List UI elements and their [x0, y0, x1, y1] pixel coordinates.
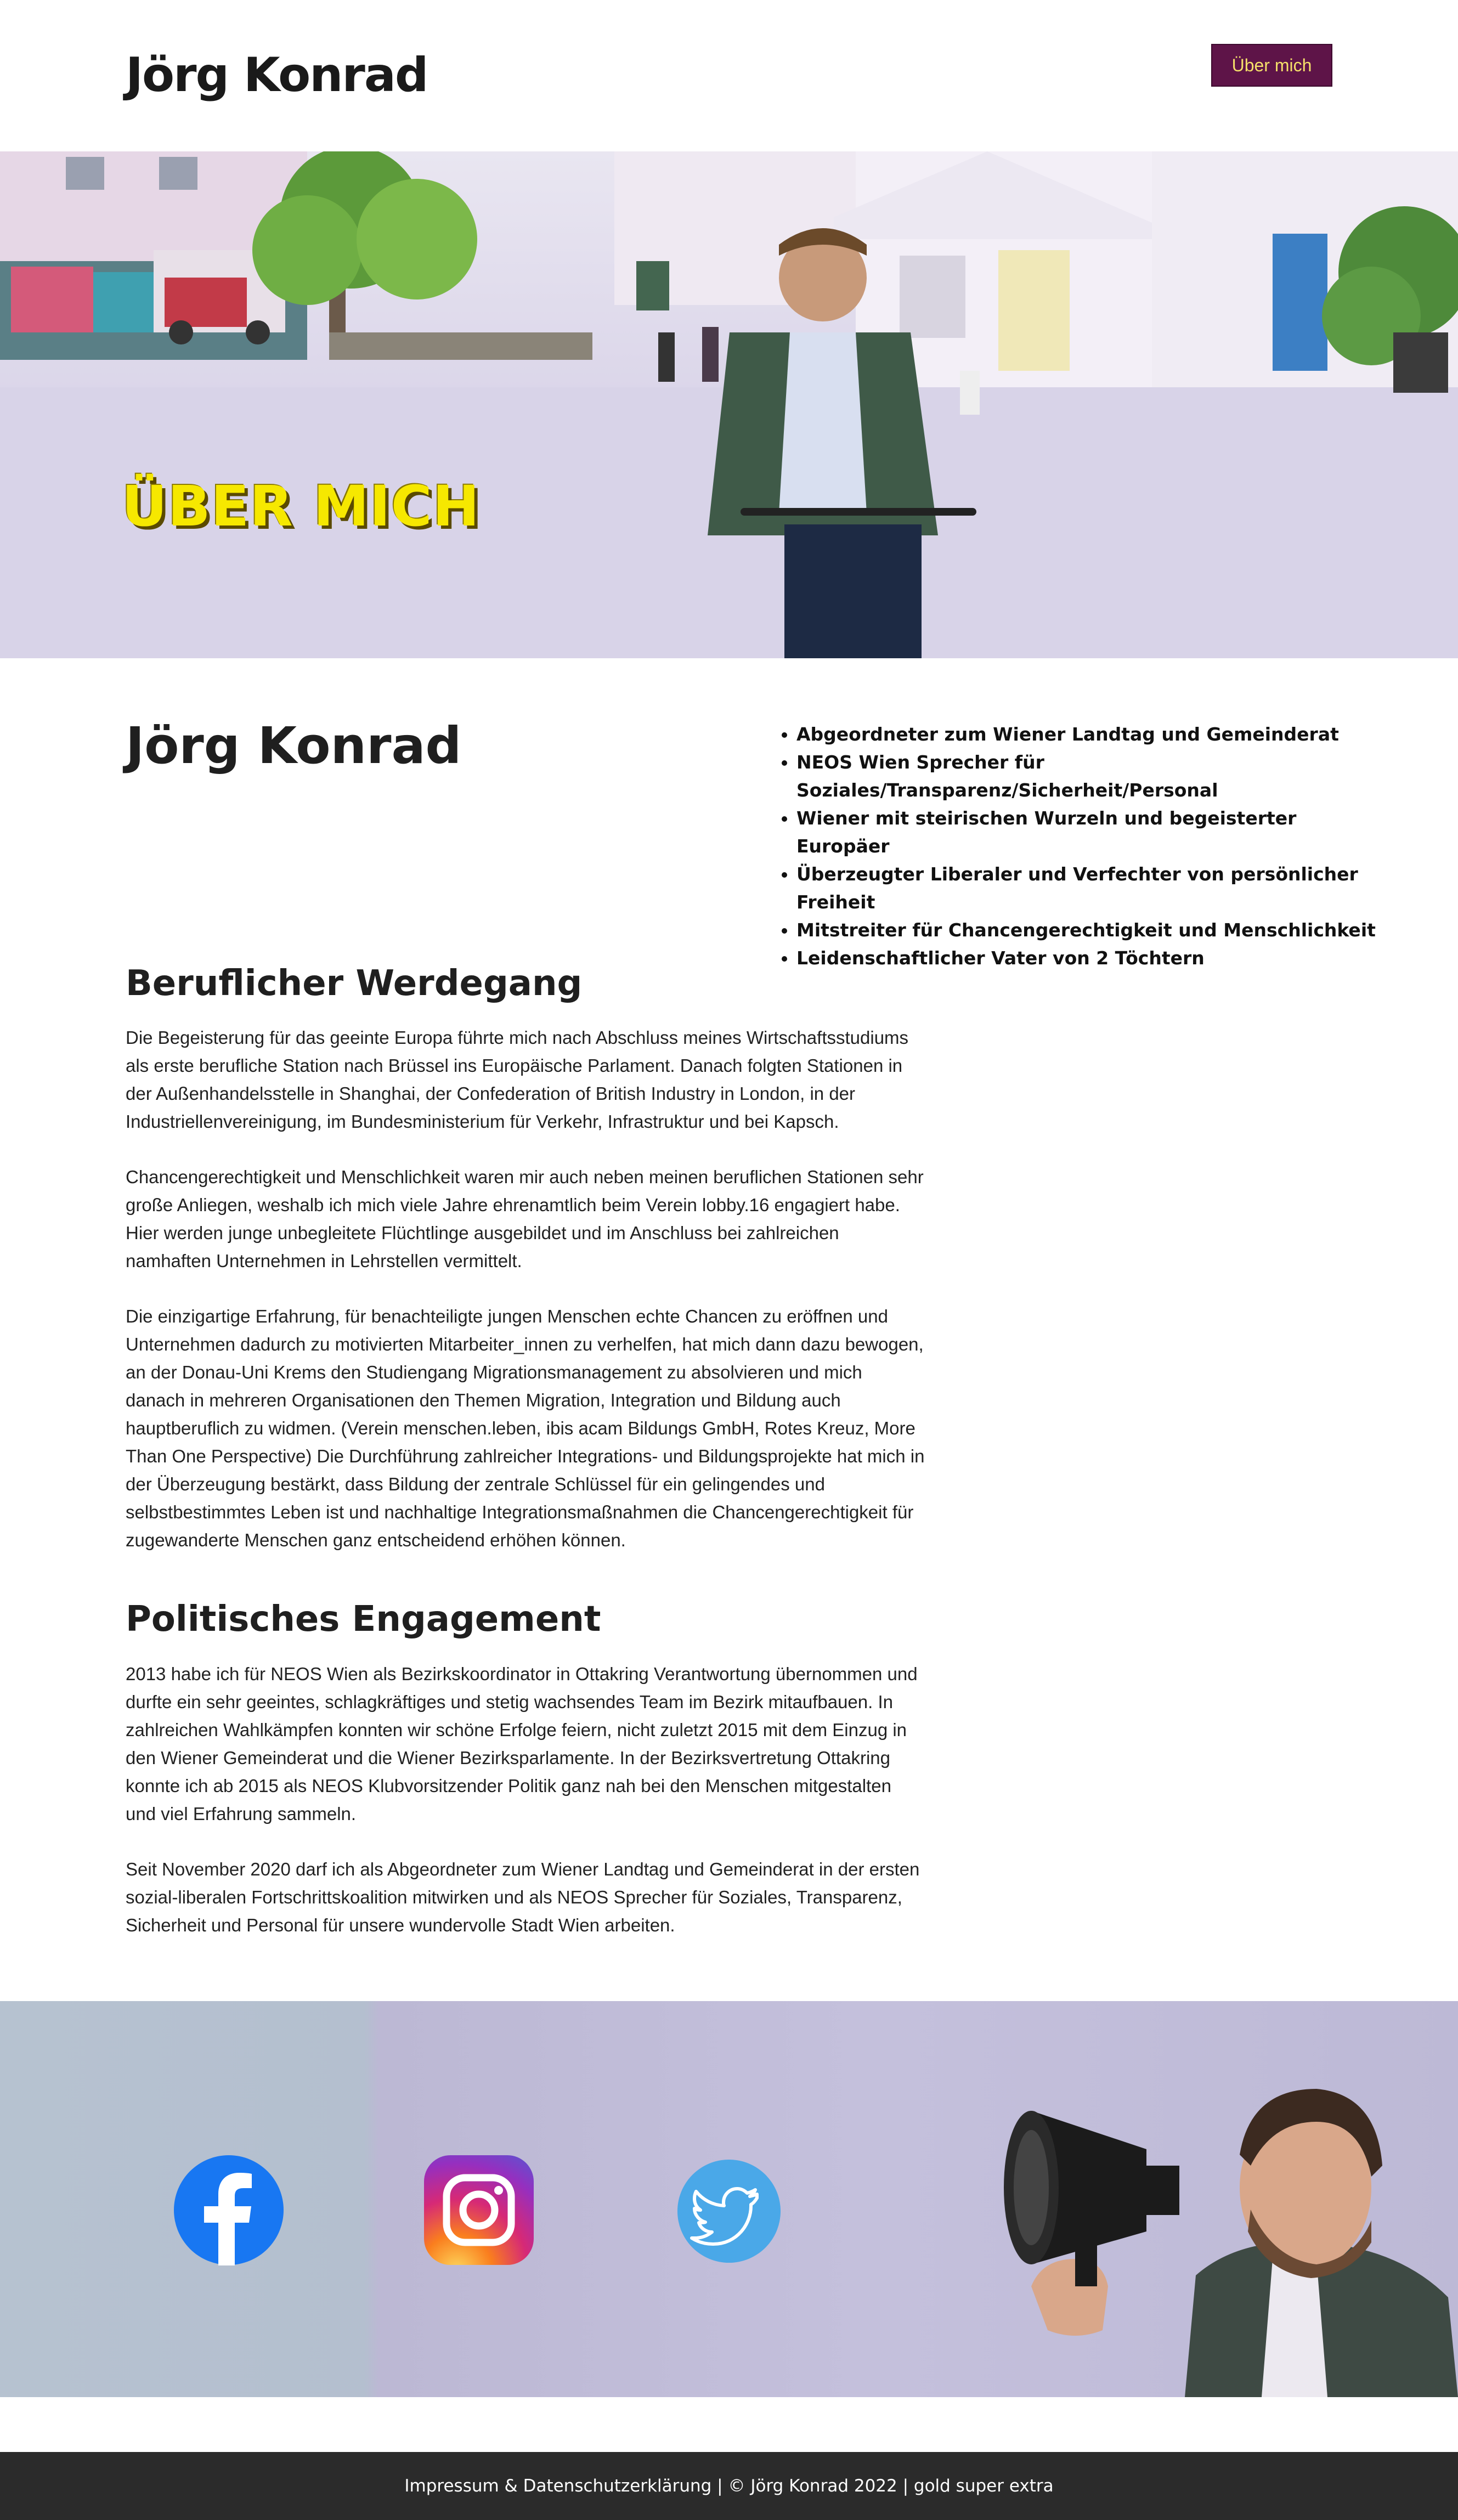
career-paragraph-3: Die einzigartige Erfahrung, für benachteiligte jungen Menschen echte Chancen zu eröffnen und Unternehmen dadurch zu motivierten Mitarbeiter_innen zu verhelfen, hat mich dann dazu bewogen, an der Donau-Uni Krems den Studiengang Migrationsmanagement zu absolvieren und mich danach in mehreren Organisationen den Themen Migration, Integration und Bildung auch hauptberuflich zu widmen. (Verein menschen.leben, ibis acam Bildungs GmbH, Rotes Kreuz, More Than One Perspective) Die Durchführung zahlreicher Integrations- und Bildungsprojekte hat mich in der Überzeugung bestärkt, dass Bildung der zentrale Schlüssel für ein gelingendes und selbstbestimmtes Leben ist und nachhaltige Integrationsmaßnahmen die Chancengerechtigkeit für zugewanderte Menschen ganz entscheidend erhöhen können.	[126, 1306, 925, 1550]
footer-spacer	[0, 2397, 1458, 2452]
list-item: • Leidenschaftlicher Vater von 2 Töchtern	[796, 944, 1389, 972]
career-paragraph-1: Die Begeisterung für das geeinte Europa führte mich nach Abschluss meines Wirtschaftsstudiums als erste berufliche Station nach Brüssel ins Europäische Parlament. Danach folgten Stationen in der Außenhandelsstelle in Shanghai, der Confederation of British Industry in London, in der Industriellenvereinigung, im Bundesministerium für Verkehr, Infrastruktur und bei Kapsch.	[126, 1027, 909, 1132]
nav-ueber-mich-button[interactable]: Über mich	[1211, 44, 1332, 87]
politics-paragraph-1: 2013 habe ich für NEOS Wien als Bezirkskoordinator in Ottakring Verantwortung übernommen und durfte ein sehr geeintes, schlagkräftiges und stetig wachsendes Team im Bezirk mitaufbauen. In zahlreichen Wahlkämpfen konnten wir schöne Erfolge feiern, nicht zuletzt 2015 mit dem Einzug in den Wiener Gemeinderat und die Wiener Bezirksparlamente. In der Bezirksvertretung Ottakring konnte ich ab 2015 als NEOS Klubvorsitzender Politik ganz nah bei den Menschen mitgestalten und viel Erfahrung sammeln.	[126, 1664, 918, 1824]
list-item: • NEOS Wien Sprecher für Soziales/Transparenz/Sicherheit/Personal	[796, 748, 1389, 804]
list-item: • Wiener mit steirischen Wurzeln und begeisterter Europäer	[796, 804, 1389, 860]
list-item: • Mitstreiter für Chancengerechtigkeit und Menschlichkeit	[796, 916, 1389, 944]
instagram-icon[interactable]	[423, 2155, 534, 2265]
hero-banner	[0, 151, 1458, 658]
career-heading: Beruflicher Werdegang	[126, 963, 583, 1004]
site-header	[0, 0, 1458, 151]
hero-title: ÜBER MICH	[122, 474, 480, 539]
profile-bullet-list	[767, 720, 1389, 972]
megaphone-portrait-image	[965, 2001, 1458, 2397]
politics-heading: Politisches Engagement	[126, 1599, 601, 1640]
facebook-icon[interactable]	[173, 2155, 284, 2265]
site-footer	[0, 2452, 1458, 2520]
twitter-icon[interactable]	[677, 2159, 781, 2263]
hero-photo	[0, 151, 1458, 658]
footer-text[interactable]: Impressum & Datenschutzerklärung | © Jörg Konrad 2022 | gold super extra	[404, 2476, 1054, 2496]
site-title[interactable]: Jörg Konrad	[126, 48, 428, 103]
career-paragraph-2: Chancengerechtigkeit und Menschlichkeit waren mir auch neben meinen beruflichen Stationen sehr große Anliegen, weshalb ich mich viele Jahre ehrenamtlich beim Verein lobby.16 engagiert habe. Hier werden junge unbegleitete Flüchtlinge ausgebildet und im Anschluss bei zahlreichen namhaften Unternehmen in Lehrstellen vermittelt.	[126, 1167, 924, 1271]
social-links-band	[0, 2001, 1458, 2397]
list-item: • Überzeugter Liberaler und Verfechter von persönlicher Freiheit	[796, 860, 1389, 916]
politics-paragraph-2: Seit November 2020 darf ich als Abgeordneter zum Wiener Landtag und Gemeinderat in der ersten sozial-liberalen Fortschrittskoalition mitwirken und als NEOS Sprecher für Soziales, Transparenz, Sicherheit und Personal für unsere wundervolle Stadt Wien arbeiten.	[126, 1859, 920, 1935]
list-item: • Abgeordneter zum Wiener Landtag und Gemeinderat	[796, 720, 1389, 748]
intro-name-heading: Jörg Konrad	[126, 716, 462, 775]
